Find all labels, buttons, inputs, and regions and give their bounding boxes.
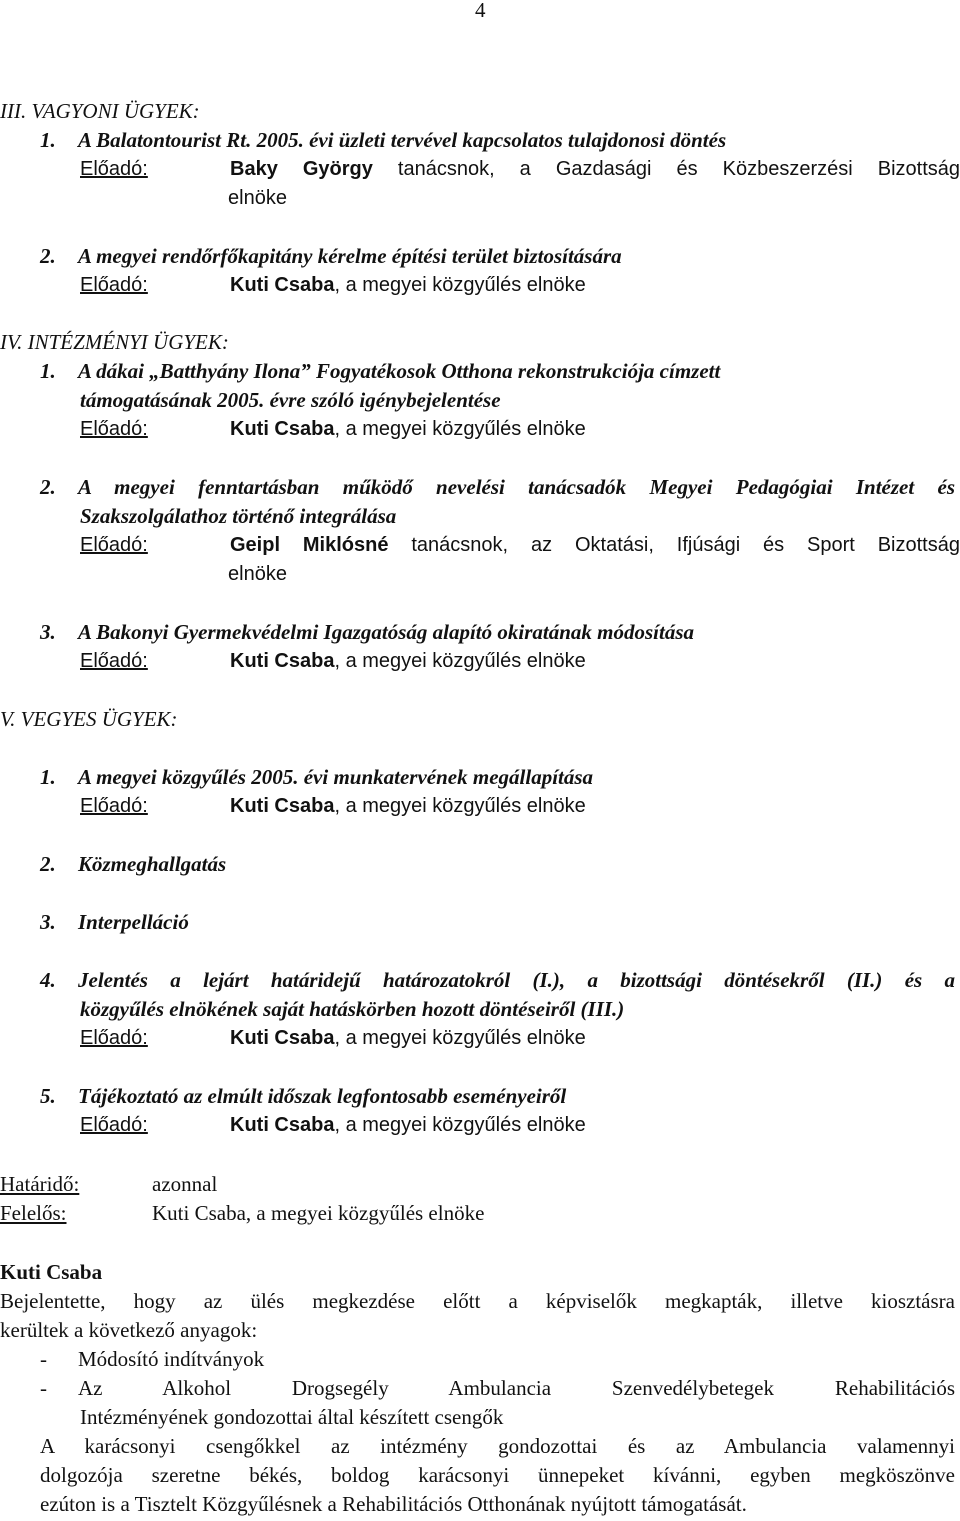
presenter-name: Kuti Csaba [230, 418, 335, 440]
list-item-text: Módosító indítványok [78, 1347, 265, 1371]
presenter-label: Előadó: [80, 274, 148, 296]
presenter-role: , a megyei közgyűlés elnöke [334, 795, 586, 817]
speech-paragraph: A karácsonyi csengőkkel az intézmény gondozottai és az Ambulancia valamennyi [40, 1434, 955, 1458]
presenter-label: Előadó: [80, 795, 148, 817]
speaker-name: Kuti Csaba [0, 1260, 103, 1284]
item-number: 4. [40, 968, 56, 992]
presenter-name: Kuti Csaba [230, 795, 335, 817]
agenda-item-v-3 [0, 908, 960, 937]
agenda-item-iv-2 [0, 473, 960, 589]
speech-paragraph-cont: kerültek a következő anyagok: [0, 1318, 258, 1342]
presenter-label: Előadó: [80, 418, 148, 440]
presenter-role-cont: elnöke [228, 187, 287, 209]
presenter-row [80, 415, 960, 444]
item-title: Tájékoztató az elmúlt időszak legfontosabb eseményeiről [78, 1084, 567, 1108]
responsible-label: Felelős: [0, 1201, 67, 1225]
item-title: A dákai „Batthyány Ilona” Fogyatékosok Otthona rekonstrukciója címzett [78, 359, 721, 383]
bullet-dash: - [40, 1376, 47, 1400]
presenter-label: Előadó: [80, 650, 148, 672]
deadline-label: Határidő: [0, 1172, 80, 1196]
presenter-row [80, 647, 960, 676]
presenter-role: , a megyei közgyűlés elnöke [334, 1114, 586, 1136]
section-heading-v [0, 705, 960, 734]
section-heading-iii [0, 97, 960, 126]
section-title: III. VAGYONI ÜGYEK: [0, 99, 200, 123]
speech-paragraph-cont: ezúton is a Tisztelt Közgyűlésnek a Rehabilitációs Otthonának nyújtott támogatását. [40, 1492, 747, 1516]
agenda-item-v-2 [0, 850, 960, 879]
presenter-name: Kuti Csaba [230, 1114, 335, 1136]
presenter-name: Baky György [230, 158, 373, 180]
item-title: Közmeghallgatás [78, 852, 227, 876]
presenter-role: , a megyei közgyűlés elnöke [334, 418, 586, 440]
agenda-item-iii-1 [0, 126, 960, 213]
presenter-name: Kuti Csaba [230, 1027, 335, 1049]
presenter-row [80, 1111, 960, 1140]
agenda-item-v-4 [0, 966, 960, 1053]
item-title: A Balatontourist Rt. 2005. évi üzleti tervével kapcsolatos tulajdonosi döntés [78, 128, 727, 152]
item-title: A Bakonyi Gyermekvédelmi Igazgatóság alapító okiratának módosítása [78, 620, 695, 644]
list-item [40, 1345, 955, 1374]
speech-paragraph: Bejelentette, hogy az ülés megkezdése előtt a képviselők megkapták, illetve kiosztásra [0, 1289, 955, 1313]
presenter-label: Előadó: [80, 1027, 148, 1049]
presenter-row [80, 271, 960, 300]
bullet-dash: - [40, 1347, 47, 1371]
item-title: Interpelláció [78, 910, 189, 934]
presenter-role: , a megyei közgyűlés elnöke [334, 274, 586, 296]
item-number: 2. [40, 475, 56, 499]
item-number: 1. [40, 359, 56, 383]
agenda-title [40, 242, 960, 271]
presenter-name: Geipl Miklósné [230, 534, 389, 556]
agenda-title [40, 908, 960, 937]
responsible-value: Kuti Csaba, a megyei közgyűlés elnöke [152, 1201, 485, 1225]
agenda-title-cont: közgyűlés elnökének saját hatáskörben hozott döntéseiről (III.) [80, 997, 625, 1021]
item-title: A megyei közgyűlés 2005. évi munkatervének megállapítása [78, 765, 594, 789]
presenter-row [80, 792, 960, 821]
speech-block [0, 1258, 955, 1519]
agenda-title [40, 1082, 960, 1111]
item-number: 1. [40, 765, 56, 789]
deadline-block [0, 1170, 960, 1228]
list-item-cont: Intézményének gondozottai által készített csengők [80, 1405, 504, 1429]
presenter-label: Előadó: [80, 534, 148, 556]
speech-paragraph-cont: dolgozója szeretne békés, boldog karácsonyi ünnepeket kívánni, egyben megköszönve [40, 1463, 955, 1487]
agenda-title [40, 357, 960, 386]
responsible-row [0, 1199, 960, 1228]
agenda-title [40, 966, 955, 995]
presenter-row [80, 1024, 960, 1053]
deadline-row [0, 1170, 960, 1199]
presenter-role: tanácsnok, a Gazdasági és Közbeszerzési Bizottság [397, 158, 960, 180]
presenter-name: Kuti Csaba [230, 650, 335, 672]
agenda-item-v-5 [0, 1082, 960, 1140]
agenda-title [40, 473, 955, 502]
agenda-title [40, 126, 960, 155]
item-title: A megyei rendőrfőkapitány kérelme építési terület biztosítására [78, 244, 622, 268]
presenter-label: Előadó: [80, 158, 148, 180]
item-number: 3. [40, 620, 56, 644]
presenter-row [80, 155, 960, 184]
item-number: 1. [40, 128, 56, 152]
presenter-row [80, 531, 960, 560]
agenda-title [40, 850, 960, 879]
section-title: V. VEGYES ÜGYEK: [0, 707, 178, 731]
agenda-title [40, 618, 960, 647]
presenter-role: tanácsnok, az Oktatási, Ifjúsági és Sport Bizottság [411, 534, 960, 556]
item-title: Jelentés a lejárt határidejű határozatokról (I.), a bizottsági döntésekről (II.) és a [78, 968, 955, 992]
deadline-value: azonnal [152, 1172, 218, 1196]
section-title: IV. INTÉZMÉNYI ÜGYEK: [0, 330, 229, 354]
presenter-name: Kuti Csaba [230, 274, 335, 296]
item-number: 3. [40, 910, 56, 934]
section-heading-iv [0, 328, 960, 357]
agenda-item-iv-3 [0, 618, 960, 676]
presenter-role: , a megyei közgyűlés elnöke [334, 650, 586, 672]
item-number: 2. [40, 244, 56, 268]
agenda-title [40, 763, 960, 792]
item-title: A megyei fenntartásban működő nevelési tanácsadók Megyei Pedagógiai Intézet és [78, 475, 955, 499]
agenda-item-v-1 [0, 763, 960, 821]
page-number: 4 [475, 0, 486, 22]
presenter-role: , a megyei közgyűlés elnöke [334, 1027, 586, 1049]
list-item [40, 1374, 955, 1403]
presenter-role-cont: elnöke [228, 563, 287, 585]
item-number: 2. [40, 852, 56, 876]
agenda-item-iv-1 [0, 357, 960, 444]
agenda-title-cont: támogatásának 2005. évre szóló igénybejelentése [80, 388, 501, 412]
item-number: 5. [40, 1084, 56, 1108]
agenda-title-cont: Szakszolgálathoz történő integrálása [80, 504, 397, 528]
list-item-text: Az Alkohol Drogsegély Ambulancia Szenvedélybetegek Rehabilitációs [78, 1376, 955, 1400]
agenda-item-iii-2 [0, 242, 960, 300]
presenter-label: Előadó: [80, 1114, 148, 1136]
